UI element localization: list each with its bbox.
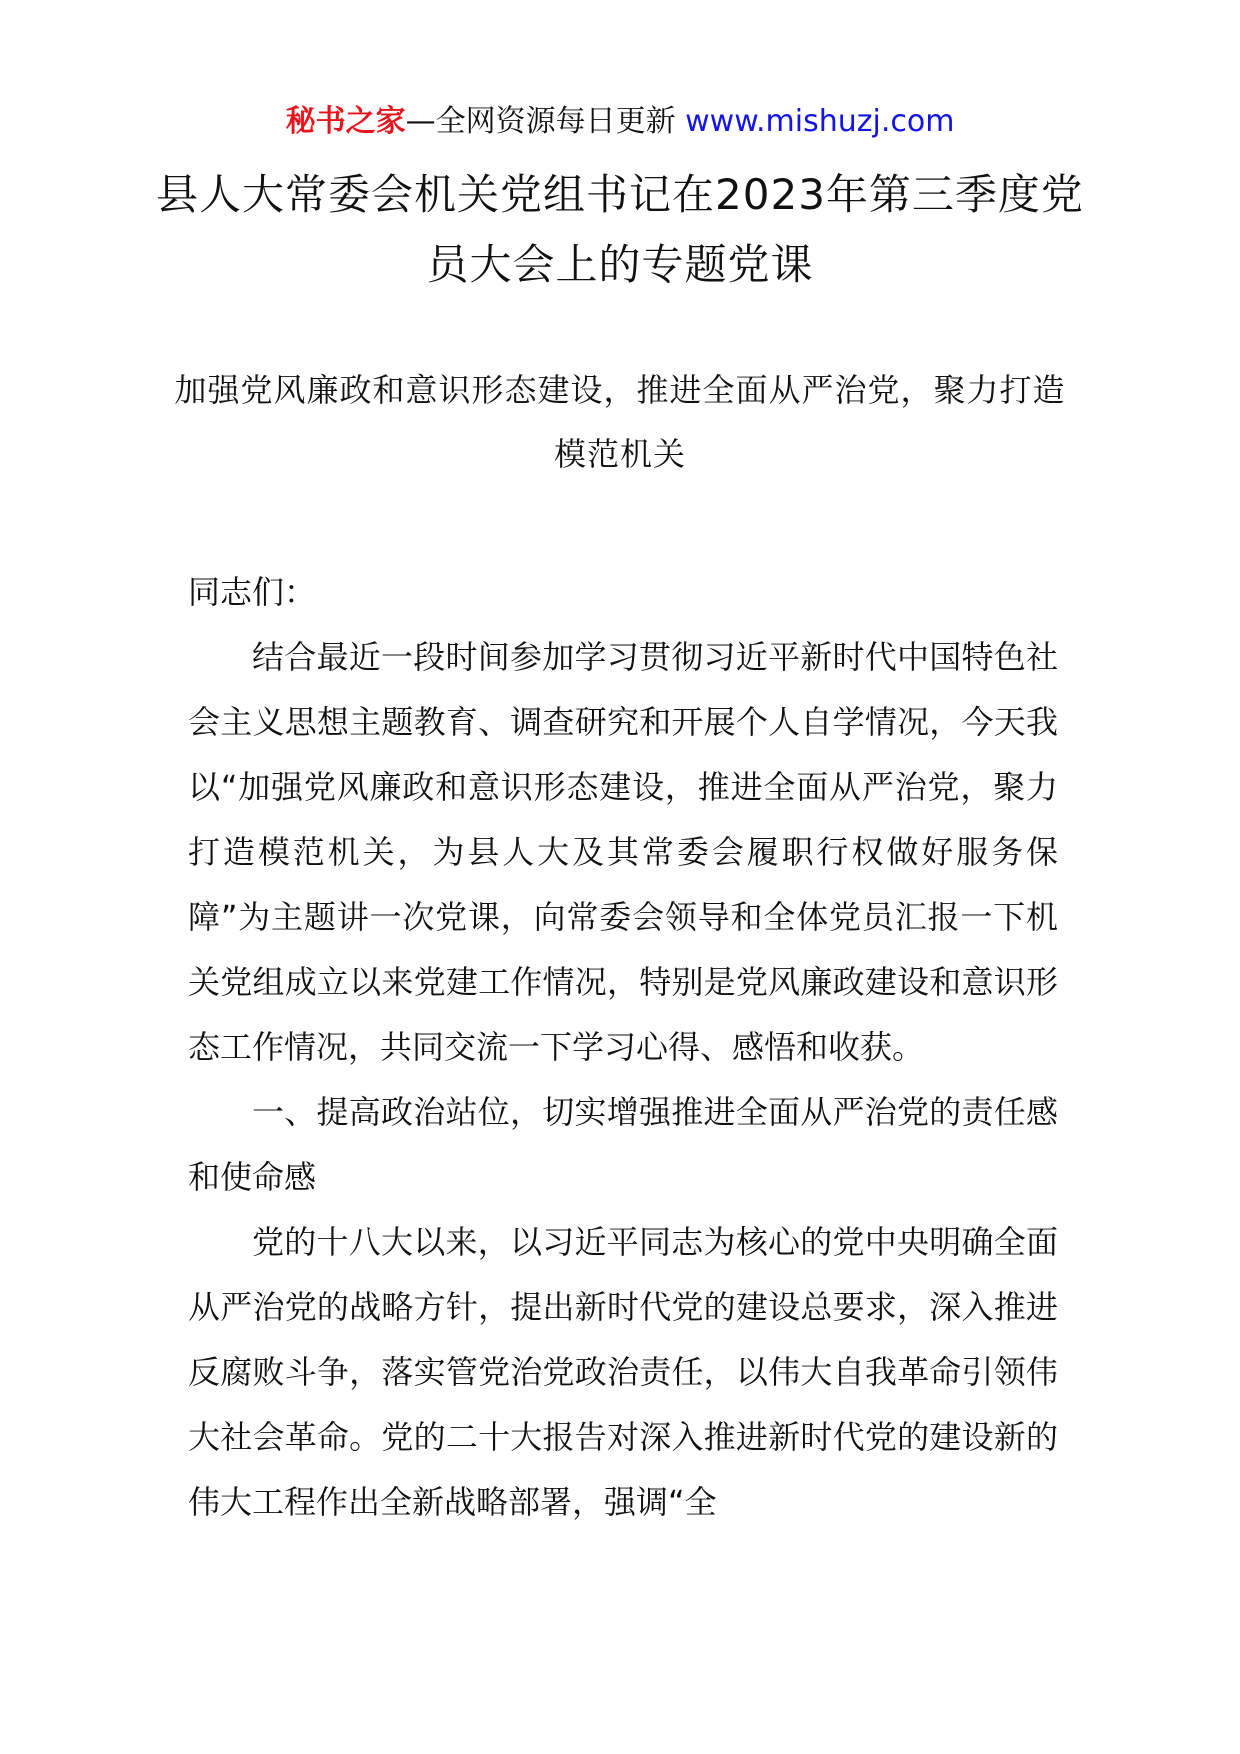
site-header <box>0 102 1240 142</box>
document-subtitle: 加强党风廉政和意识形态建设，推进全面从严治党，聚力打造模范机关 <box>174 371 1066 473</box>
body-paragraph: 结合最近一段时间参加学习贯彻习近平新时代中国特色社会主义思想主题教育、调查研究和开展个人自学情况，今天我以“加强党风廉政和意识形态建设，推进全面从严治党，聚力打造模范机关，为县人大及其常委会履职行权做好服务保障”为主题讲一次党课，向常委会领导和全体党员汇报一下机关党组成立以来党建工作情况，特别是党风廉政建设和意识形态工作情况，共同交流一下学习心得、感悟和收获。 <box>188 638 1058 1066</box>
document-body <box>188 560 1058 1535</box>
body-paragraph: 党的十八大以来，以习近平同志为核心的党中央明确全面从严治党的战略方针，提出新时代党的建设总要求，深入推进反腐败斗争，落实管党治党政治责任，以伟大自我革命引领伟大社会革命。党的二十大报告对深入推进新时代党的建设新的伟大工程作出全新战略部署，强调“全 <box>188 1223 1058 1521</box>
document-title: 县人大常委会机关党组书记在2023年第三季度党员大会上的专题党课 <box>156 170 1084 289</box>
header-slogan: —全网资源每日更新 <box>405 104 686 139</box>
site-url-link[interactable]: www.mishuzj.com <box>685 104 955 139</box>
section-heading: 一、提高政治站位，切实增强推进全面从严治党的责任感和使命感 <box>188 1093 1058 1196</box>
brand-name: 秘书之家 <box>285 104 406 139</box>
salutation: 同志们： <box>188 573 317 611</box>
